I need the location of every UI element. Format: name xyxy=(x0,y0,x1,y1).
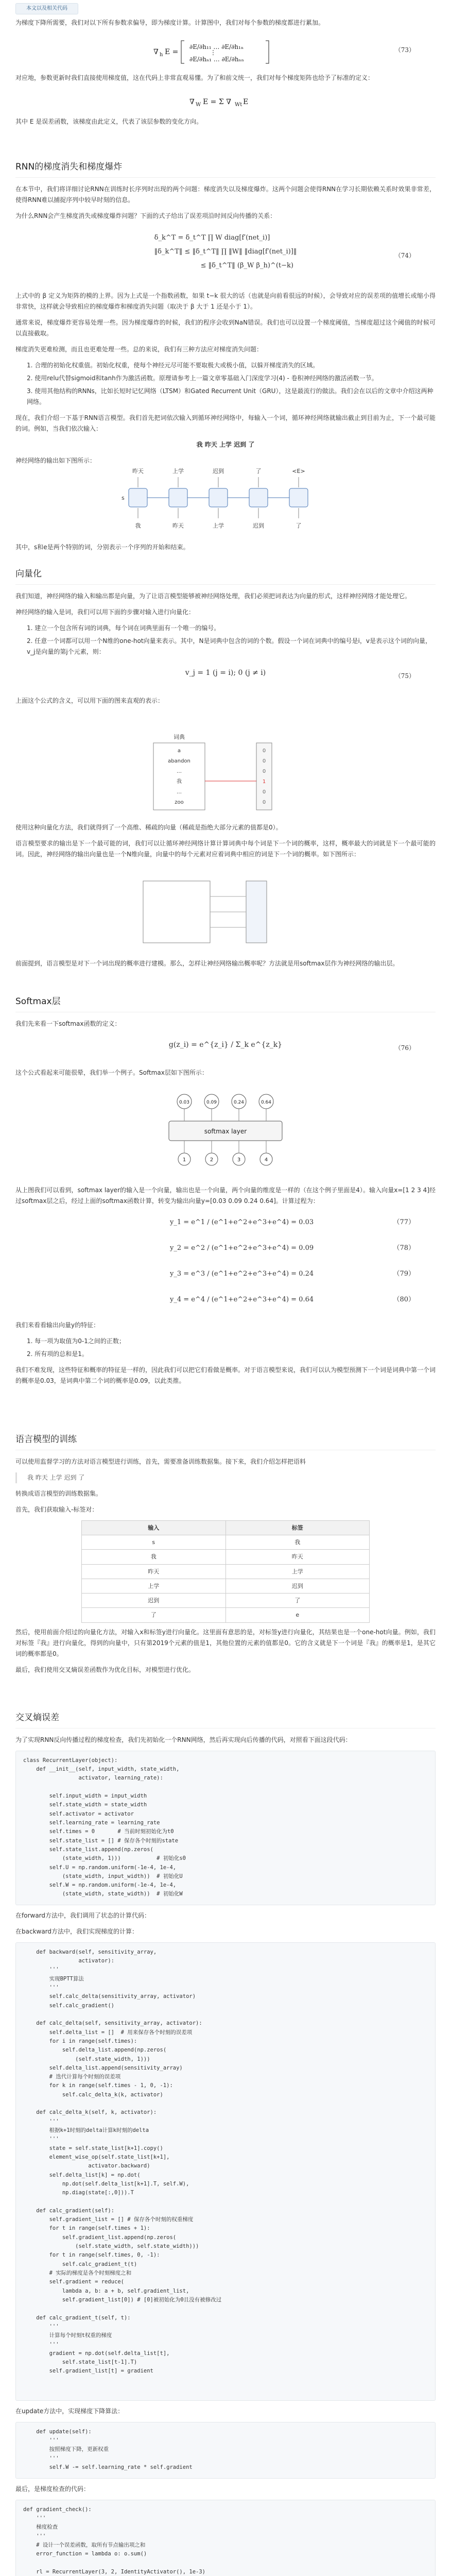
equation-76 xyxy=(15,1036,436,1061)
calc-line-1: y_1 = e^1 / (e^1+e^2+e^3+e^4) = 0.03 xyxy=(170,1218,314,1226)
onehot-value: 0 xyxy=(262,758,266,764)
list-item: 1. 建立一个包含所有词的词典，每个词在词典里面有一个唯一的编号。 xyxy=(27,624,220,632)
rnn-paragraph-1: 在本节中，我们将详细讨论RNN在训练时长序列时出现的两个问题：梯度消失以及梯度爆炸。这两个问题会使得RNN在学习长期依赖关系时效果非常差，使得RNN难以捕捉序列中较早时刻的信息。 xyxy=(15,185,436,204)
table-header-label: 标签 xyxy=(226,1520,370,1535)
onehot-value: 0 xyxy=(262,789,266,795)
impl-paragraph-3: 在backward方法中，我们实现梯度的计算： xyxy=(15,1927,138,1935)
svg-text:⋮: ⋮ xyxy=(210,49,216,56)
dictionary-title: 词典 xyxy=(174,734,185,740)
calc-line-2: y_2 = e^2 / (e^1+e^2+e^3+e^4) = 0.09 xyxy=(170,1244,314,1252)
softmax-layer-label: softmax layer xyxy=(204,1128,247,1135)
softmax-output-value: 0.03 xyxy=(179,1100,190,1105)
rnn-lm-figure xyxy=(15,464,436,541)
list-item: 2. 使用relu代替sigmoid和tanh作为激活函数。原理请参考上一篇文章零基础入门深度学习(4) - 卷积神经网络的激活函数一节。 xyxy=(27,374,378,382)
train-paragraph-2: 转换成语言模型的训练数据集。 xyxy=(15,1489,102,1497)
softmax-layer-diagram xyxy=(148,1087,303,1175)
equation-gradient-sum xyxy=(15,90,436,110)
section-title-rnn-gradient: RNN的梯度消失和梯度爆炸 xyxy=(15,160,436,178)
svg-text:∇: ∇ xyxy=(153,48,159,56)
vec-text-block-3 xyxy=(15,958,436,974)
dict-caption: 使用这种向量化方法，我们就得到了一个高维、稀疏的向量（稀疏是指绝大部分元素的值都是0）。 xyxy=(15,824,282,831)
eq-line-2: ‖δ_k^T‖ ≤ ‖δ_t^T‖ ∏ ‖W‖ ‖diag[f′(net_i)]‖ xyxy=(154,248,297,256)
softmax-features-list xyxy=(15,1336,436,1360)
calc-line-3: y_3 = e^3 / (e^1+e^2+e^3+e^4) = 0.24 xyxy=(170,1270,314,1278)
section-title-training: 语言模型的训练 xyxy=(15,1432,436,1450)
softmax-paragraph-4: 我们来看看输出向量y的特征： xyxy=(15,1321,100,1329)
list-item: 1. 每一项为取值为0-1之间的正数； xyxy=(27,1337,125,1345)
rnn-gradient-section xyxy=(15,155,436,471)
table-cell-input: 迟到 xyxy=(82,1594,226,1608)
input-label-table xyxy=(81,1520,370,1623)
rnn-paragraph-5: 梯度消失更难检测，而且也更难处理一些。总的来说，我们有三种方法应对梯度消失问题： xyxy=(15,345,263,353)
intro-paragraph: 为梯度下降所需要，我们对以下所有参数求偏导，即为梯度计算。计算图中，我们对每个参数的梯度都进行累加。 xyxy=(15,19,325,26)
dictionary-word: … xyxy=(177,789,182,795)
svg-text:E: E xyxy=(243,98,249,106)
dictionary-word: abandon xyxy=(168,758,190,764)
softmax-section xyxy=(15,989,436,1083)
table-cell-label: 昨天 xyxy=(226,1550,370,1564)
gradient-matrix-formula xyxy=(148,38,303,66)
train-quote: 我 昨天 上学 迟到 了 xyxy=(15,1472,436,1483)
softmax-paragraph-5: 我们不难发现，这些特征和概率的特征是一样的，因此我们可以把它们看做是概率。对于语言模型来说，我们可以认为模型预测下一个词是词典中第一个词的概率是0.03，是词典中第二个词的概率是0.09，以此类推。 xyxy=(15,1366,436,1384)
equation-number: （74） xyxy=(394,251,415,259)
intro-section xyxy=(15,18,436,132)
dictionary-word: 我 xyxy=(177,779,182,785)
rnn-paragraph-4: 通常来说，梯度爆炸更容易处理一些。因为梯度爆炸的时候，我们的程序会收到NaN错误。我们也可以设置一个梯度阈值，当梯度超过这个阈值的时候可以直接截取。 xyxy=(15,318,436,337)
table-cell-input: 了 xyxy=(82,1608,226,1622)
top-banner[interactable]: 本文以及相关代码 xyxy=(15,3,78,14)
section-title-vectorization: 向量化 xyxy=(15,567,436,585)
softmax-calc-equations xyxy=(15,1212,436,1320)
section-title-implementation: 交叉熵误差 xyxy=(15,1710,436,1728)
train-paragraph-4: 然后，使用前面介绍过的向量化方法，对输入x和标签y进行向量化。这里面有意思的是，对标签y进行向量化，其结果也是一个one-hot向量。例如，我们对标签『我』进行向量化，得到的向量中，只有第2019个元素的值是1，其他位置的元素的值都是0。它的含义就是下一个词是『我』的概率是1，是其它词的概率都是0。 xyxy=(15,1628,436,1657)
softmax-output-value: 0.24 xyxy=(233,1100,245,1105)
output-probability-diagram xyxy=(133,876,318,948)
softmax-paragraph-3: 从上图我们可以看到，softmax layer的输入是一个向量，输出也是一个向量，两个向量的维度是一样的（在这个例子里面是4）。输入向量x=[1 2 3 4]经过softmax层之后，经过上面的softmax函数计算，转变为输出向量y=[0.03 0.09 0.24 0.64]。计算过程为： xyxy=(15,1187,436,1205)
dictionary-figure xyxy=(15,732,436,819)
softmax-formula: g(z_i) = e^{z_i} / Σ_k e^{z_k} xyxy=(168,1040,283,1049)
table-header-input: 输入 xyxy=(82,1520,226,1535)
list-item: 3. 使用其他结构的RNNs，比如长短时记忆网络（LTSM）和Gated Recurrent Unit（GRU），这是最流行的做法。我们会在以后的文章中介绍这两种网络。 xyxy=(27,387,433,405)
table-cell-input: 昨天 xyxy=(82,1564,226,1579)
table-cell-label: e xyxy=(226,1608,370,1622)
equation-number: （77） xyxy=(393,1218,415,1226)
svg-text:∂E/∂hₙ₁ … ∂E/∂hₙₙ: ∂E/∂hₙ₁ … ∂E/∂hₙₙ xyxy=(189,56,244,63)
table-row xyxy=(82,1594,370,1608)
rnn-input-word: 上学 xyxy=(213,522,224,529)
dictionary-word: zoo xyxy=(175,800,184,805)
vec-text-block-2 xyxy=(15,822,436,865)
onehot-value: 0 xyxy=(262,769,266,774)
svg-text:Wt: Wt xyxy=(235,102,242,108)
rnn-cell xyxy=(209,488,228,507)
list-item: 2. 所有项的总和是1。 xyxy=(27,1350,88,1358)
figure-caption: 其中，s和e是两个特别的词，分别表示一个序列的开始和结束。 xyxy=(15,544,189,551)
vec-paragraph-4: 语言模型要求的输出是下一个最可能的词，我们可以让循环神经网络计算计算词典中每个词是下一个词的概率，这样，概率最大的词就是下一个最可能的词。因此，神经网络的输出向量也是一个N维向量，向量中的每个元素对应着词典中相应的词是下一个词的概率。如下图所示： xyxy=(15,840,436,858)
svg-text:E = Σ ∇: E = Σ ∇ xyxy=(203,98,231,106)
equation-number: （73） xyxy=(394,46,415,54)
rnn-output-word: 迟到 xyxy=(213,468,224,474)
lm-paragraph-1: 现在，我们介绍一下基于RNN语言模型。我们首先把词依次输入到循环神经网络中，每输入一个词，循环神经网络就输出截止到目前为止，下一个最可能的词。例如，当我们依次输入： xyxy=(15,414,436,432)
rnn-cell xyxy=(169,488,187,507)
vectorization-section xyxy=(15,562,436,711)
table-row xyxy=(82,1608,370,1622)
rnn-input-word: 迟到 xyxy=(253,522,264,529)
table-cell-input: s xyxy=(82,1535,226,1550)
equation-74 xyxy=(15,228,436,284)
rnn-paragraph-3: 上式中的 β 定义为矩阵的模的上界。因为上式是一个指数函数，如果 t−k 很大的话（也就是向前看很远的时候），会导致对应的误差项的值增长或缩小得非常快，这样就会导致相应的梯度爆炸和梯度消失问题（取决于 β 大于 1 还是小于 1）。 xyxy=(15,292,436,310)
vectorization-steps xyxy=(15,623,436,657)
code-block-update[interactable]: def update(self): ''' 按照梯度下降，更新权重 ''' self.W -= self.learning_rate * self.gradient xyxy=(15,2422,436,2479)
onehot-value: 1 xyxy=(262,779,266,785)
lm-paragraph-2: 神经网络的输出如下图所示： xyxy=(15,456,96,464)
train-paragraph-1: 可以使用监督学习的方法对语言模型进行训练，首先，需要准备训练数据集。接下来，我们介绍怎样把语料 xyxy=(15,1458,306,1465)
dictionary-word: … xyxy=(177,769,182,774)
table-row xyxy=(82,1550,370,1564)
rnn-output-word: 了 xyxy=(255,468,262,474)
list-item: 1. 合理的初始化权重值。初始化权重，使每个神经元尽可能不要取极大或极小值，以躲开梯度消失的区域。 xyxy=(27,361,319,369)
eq-line-3: ≤ ‖δ_t^T‖ (β_W β_h)^(t−k) xyxy=(200,262,293,270)
rnn-paragraph-2: 为什么RNN会产生梯度消失或梯度爆炸问题？下面的式子给出了误差项沿时间反向传播的关系： xyxy=(15,212,276,219)
vec-paragraph-1: 我们知道，神经网络的输入和输出都是向量，为了让语言模型能够被神经网络处理，我们必须把词表达为向量的形式，这样神经网络才能处理它。 xyxy=(15,592,411,600)
equation-number: （75） xyxy=(394,672,415,680)
table-cell-label: 上学 xyxy=(226,1564,370,1579)
svg-text:∇: ∇ xyxy=(189,98,195,106)
dictionary-word: a xyxy=(177,748,181,754)
intro-paragraph-2: 对应地，参数更新时我们直接使用梯度值，这在代码上非常直观易懂。为了和前文统一，我们对每个梯度矩阵也给予了标准的定义： xyxy=(15,74,374,81)
implementation-section xyxy=(15,1705,436,2576)
onehot-dictionary-diagram xyxy=(138,732,313,814)
equation-75 xyxy=(15,664,436,689)
vec-paragraph-2: 神经网络的输入是词，我们可以用下面的步骤对输入进行向量化： xyxy=(15,608,195,616)
rnn-output-word: 昨天 xyxy=(132,468,144,474)
rnn-fig-caption-block xyxy=(15,542,436,558)
table-row xyxy=(82,1579,370,1593)
svg-text:W: W xyxy=(196,102,201,108)
lm-sentence: 我 昨天 上学 迟到 了 xyxy=(196,440,255,448)
rnn-input-word: 昨天 xyxy=(172,522,184,529)
svg-text:E =: E = xyxy=(165,48,179,56)
code-block-init[interactable]: class RecurrentLayer(object): def __init__(self, input_width, state_width, activator, learning_rate): self.input_width = input_width self.state_width = state_width self.activator = activator self.learning_rate = learning_rate self.times = 0 # 当前时刻初始化为t0 self.state_list = [] # 保存各个时刻的state self.state_list.append(np.zeros( (state_width, 1))) # 初始化s0 self.U = np.random.uniform(-1e-4, 1e-4, (state_width, input_width)) # 初始化U self.W = np.random.uniform(-1e-4, 1e-4, (state_width, state_width)) # 初始化W xyxy=(15,1751,436,1905)
softmax-input-value: 2 xyxy=(210,1157,214,1163)
table-cell-input: 上学 xyxy=(82,1579,226,1593)
softmax-input-value: 4 xyxy=(264,1157,268,1163)
rnn-output-word: 上学 xyxy=(172,468,184,474)
train-paragraph-3: 首先，我们获取输入-标签对： xyxy=(15,1505,98,1513)
impl-paragraph-5: 最后，是梯度检查的代码： xyxy=(15,2485,90,2493)
rnn-cell xyxy=(289,488,308,507)
training-section xyxy=(15,1427,436,1681)
section-title-softmax: Softmax层 xyxy=(15,994,436,1012)
rnn-input-word: 我 xyxy=(135,522,141,529)
dictionary-box xyxy=(143,881,210,943)
code-block-gradient-check[interactable]: def gradient_check(): ''' 梯度检查 ''' # 设计一个误差函数，取所有节点输出项之和 error_function = lambda o: o.sum() rl = RecurrentLayer(3, 2, IdentityActivator(), 1e-3) xyxy=(15,2500,436,2576)
softmax-output-value: 0.09 xyxy=(206,1100,217,1105)
onehot-value: 0 xyxy=(262,748,266,754)
prob-vector xyxy=(246,881,267,943)
vanishing-remedies-list xyxy=(15,360,436,408)
rnn-output-word: <E> xyxy=(292,468,305,474)
calc-line-4: y_4 = e^4 / (e^1+e^2+e^3+e^4) = 0.64 xyxy=(170,1296,314,1303)
rnn-cell xyxy=(129,488,147,507)
eq-line-1: δ_k^T = δ_t^T ∏ W diag[f′(net_i)] xyxy=(154,233,270,242)
start-token: s xyxy=(122,495,125,501)
softmax-input-value: 3 xyxy=(237,1157,241,1163)
rnn-unrolled-diagram xyxy=(117,464,334,536)
softmax-figure xyxy=(15,1087,436,1180)
equation-73 xyxy=(15,35,436,66)
svg-text:h: h xyxy=(160,52,163,58)
table-cell-label: 我 xyxy=(226,1535,370,1550)
onehot-value: 0 xyxy=(262,800,266,805)
equation-number: （80） xyxy=(393,1296,415,1303)
onehot-formula: v_j = 1 (j = i); 0 (j ≠ i) xyxy=(185,668,266,677)
impl-paragraph-1: 为了实现RNN反向传播过程的梯度检查，我们先初始化一个RNN网络，然后再实现向后传播的代码，对照看下面这段代码： xyxy=(15,1736,352,1743)
softmax-paragraph-1: 我们先来看一下softmax函数的定义： xyxy=(15,1020,121,1027)
gradient-sum-formula xyxy=(184,93,267,110)
impl-paragraph-4: 在update方法中，实现梯度下降算法： xyxy=(15,2407,124,2415)
rnn-cell xyxy=(249,488,268,507)
rnn-input-word: 了 xyxy=(296,522,302,529)
table-cell-label: 了 xyxy=(226,1594,370,1608)
table-row xyxy=(82,1535,370,1550)
softmax-calc-section xyxy=(15,1185,436,1392)
code-block-backward[interactable]: def backward(self, sensitivity_array, activator): ''' 实现BPTT算法 ''' self.calc_delta(sensitivity_array, activator) self.calc_gradient() def calc_delta(self, sensitivity_array, activator): self.delta_list = [] # 用来保存各个时刻的误差项 for i in range(self.times): self.delta_list.append(np.zeros( (self.state_width, 1))) self.delta_list.append(sensitivity_array) # 迭代计算每个时刻的误差项 for k in range(self.times - 1, 0, -1): self.calc_delta_k(k, activator) def calc_delta_k(self, k, activator): ''' 根据k+1时刻的delta计算k时刻的delta ''' state = self.state_list[k+1].copy() element_wise_op(self.state_list[k+1], activator.backward) self.delta_list[k] = np.dot( np.dot(self.delta_list[k+1].T, self.W), np.diag(state[:,0])).T def calc_gradient(self): self.gradient_list = [] # 保存各个时刻的权重梯度 for t in range(self.times + 1): self.gradient_list.append(np.zeros( (self.state_width, self.state_width))) for t in range(self.times, 0, -1): self.calc_gradient_t(t) # 实际的梯度是各个时刻梯度之和 self.gradient = reduce( lambda a, b: a + b, self.gradient_list, self.gradient_list[0]) # [0]被初始化为0且没有被修改过 def calc_gradient_t(self, t): ''' 计算每个时刻t权重的梯度 ''' gradient = np.dot(self.delta_list[t], self.state_list[t-1].T) self.gradient_list[t] = gradient xyxy=(15,1942,436,2401)
table-cell-input: 我 xyxy=(82,1550,226,1564)
table-cell-label: 迟到 xyxy=(226,1579,370,1593)
impl-paragraph-2: 在forward方法中，我们调用了状态的计算代码： xyxy=(15,1911,151,1919)
softmax-paragraph-2: 这个公式看起来可能很晕，我们举一个例子。Softmax层如下图所示： xyxy=(15,1069,208,1076)
list-item: 2. 任意一个词都可以用一个N维的one-hot向量来表示。其中，N是词典中包含的词的个数。假设一个词在词典中的编号是i，v是表示这个词的向量，v_j是向量的第j个元素，则： xyxy=(27,637,431,655)
equation-number: （76） xyxy=(394,1044,415,1052)
vec-paragraph-5: 前面提到，语言模型是对下一个词出现的概率进行建模。那么，怎样让神经网络输出概率呢？方法就是用softmax层作为神经网络的输出层。 xyxy=(15,960,399,967)
softmax-output-value: 0.64 xyxy=(261,1100,272,1105)
equation-number: （78） xyxy=(393,1244,415,1252)
output-vector-figure xyxy=(15,876,436,953)
intro-after-eq: 其中 E 是误差函数，该梯度由此定义，代表了该层参数的变化方向。 xyxy=(15,118,203,125)
vec-paragraph-3: 上面这个公式的含义，可以用下面的图来直观的表示： xyxy=(15,697,164,704)
train-paragraph-5: 最后，我们使用交叉熵误差函数作为优化目标，对模型进行优化。 xyxy=(15,1666,195,1673)
svg-text:∂E/∂h₁₁ … ∂E/∂h₁ₙ: ∂E/∂h₁₁ … ∂E/∂h₁ₙ xyxy=(189,43,244,50)
softmax-input-value: 1 xyxy=(182,1157,186,1163)
table-row xyxy=(82,1564,370,1579)
equation-number: （79） xyxy=(393,1270,415,1278)
